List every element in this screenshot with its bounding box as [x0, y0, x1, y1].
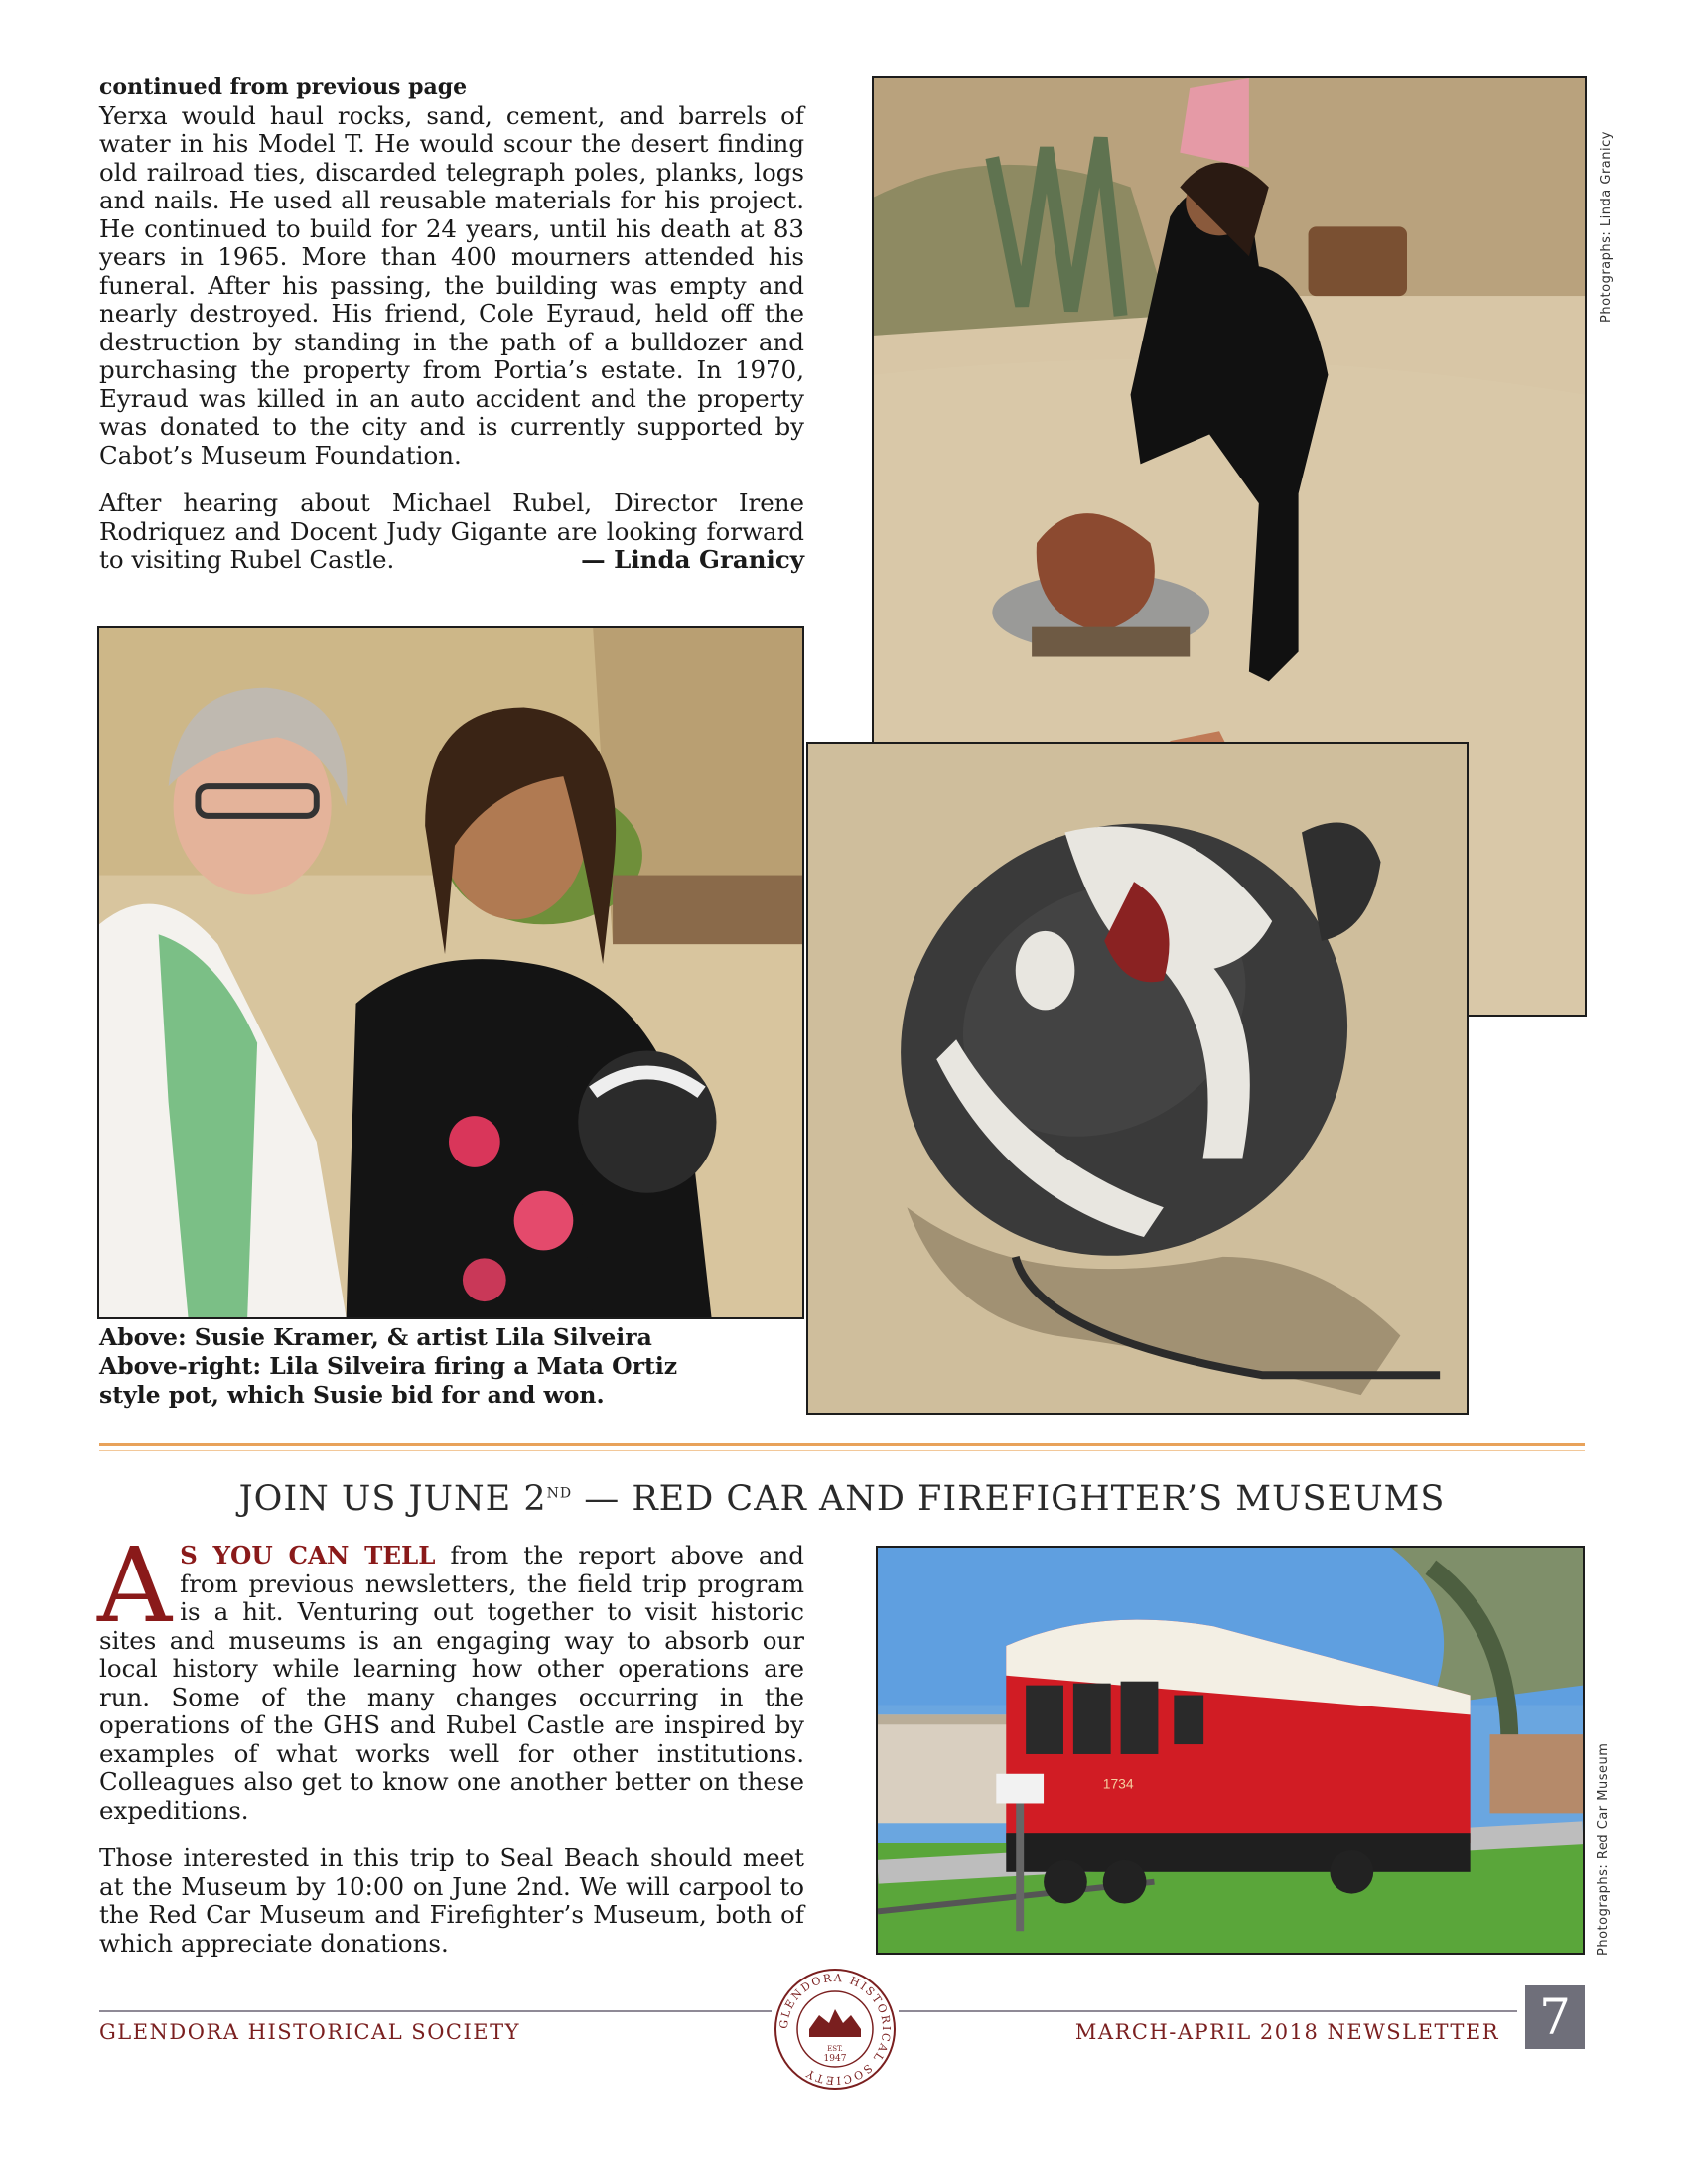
caption-line-2: Above-right: Lila Silveira firing a Mata Ortiz [99, 1352, 678, 1380]
headline-superscript: ND [546, 1485, 573, 1502]
seal-est: EST. [827, 2045, 843, 2053]
seal-year: 1947 [823, 2054, 847, 2064]
section-divider [99, 1443, 1585, 1446]
feature-article [97, 1525, 804, 1978]
page-number: 7 [1525, 1985, 1585, 2049]
article-paragraph-1: Yerxa would haul rocks, sand, cement, and barrels of water in his Model T. He would scour the desert finding old railroad ties, discarded telegraph poles, planks, logs and nails. He used all reusable materials for his project. He continued to build for 24 years, until his death at 83 years in 1965. More than 400 mourners attended his funeral. After his passing, the building was empty and nearly destroyed. His friend, Cole Eyraud, held off the destruction by standing in the path of a bulldozer and purchasing the property from Portia’s estate. In 1970, Eyraud was killed in an auto accident and the property was donated to the city and is currently supported by Cabot’s Museum Foundation. [99, 100, 804, 470]
footer-society-name: GLENDORA HISTORICAL SOCIETY [99, 2020, 520, 2044]
photo-mata-ortiz-pot [806, 742, 1469, 1415]
continued-article [99, 73, 804, 595]
photo-caption [99, 1323, 804, 1410]
feature-headline: JOIN US JUNE 2ND — RED CAR AND FIREFIGHTER’S MUSEUMS [238, 1479, 1446, 1519]
article-paragraph-2: After hearing about Michael Rubel, Director Irene Rodriquez and Docent Judy Gigante are looking forward to visiting Rubel Castle. — Linda Granicy [99, 488, 804, 574]
drop-cap: A [97, 1525, 173, 1646]
feature-paragraph-2: Those interested in this trip to Seal Beach should meet at the Museum by 10:00 on June 2nd. We will carpool to the Red Car Museum and Firefighter’s Museum, both of which appreciate donations. [99, 1843, 804, 1958]
photo-credit-bottom: Photographs: Red Car Museum [1596, 1742, 1611, 1956]
caption-line-1: Above: Susie Kramer, & artist Lila Silveira [99, 1323, 652, 1351]
society-seal [772, 1966, 899, 2093]
caption-line-3: style pot, which Susie bid for and won. [99, 1381, 605, 1409]
section-divider-thin [99, 1450, 1585, 1451]
feature-paragraph-1: A S YOU CAN TELL from the report above and from previous newsletters, the field trip program is a hit. Venturing out together to visit historic sites and museums is an engaging way to absorb our local history while learning how other operations are run. Some of the many changes occurring in the operations of the GHS and Rubel Castle are inspired by examples of what works well for other institutions. Colleagues also get to know one another better on these expeditions. [97, 1525, 804, 1825]
continued-label: continued from previous page [99, 74, 468, 100]
article-signature: — Linda Granicy [581, 545, 804, 574]
photo-credit-top: Photographs: Linda Granicy [1599, 131, 1614, 323]
seal-ring-text: GLENDORA HISTORICAL SOCIETY [776, 1971, 894, 2088]
photo-red-car [876, 1546, 1585, 1955]
railcar-number: 1734 [1102, 1775, 1134, 1792]
footer-issue: MARCH-APRIL 2018 NEWSLETTER [1074, 2020, 1499, 2044]
lead-in: S YOU CAN TELL [180, 1541, 436, 1570]
photo-susie-and-lila [97, 626, 804, 1319]
